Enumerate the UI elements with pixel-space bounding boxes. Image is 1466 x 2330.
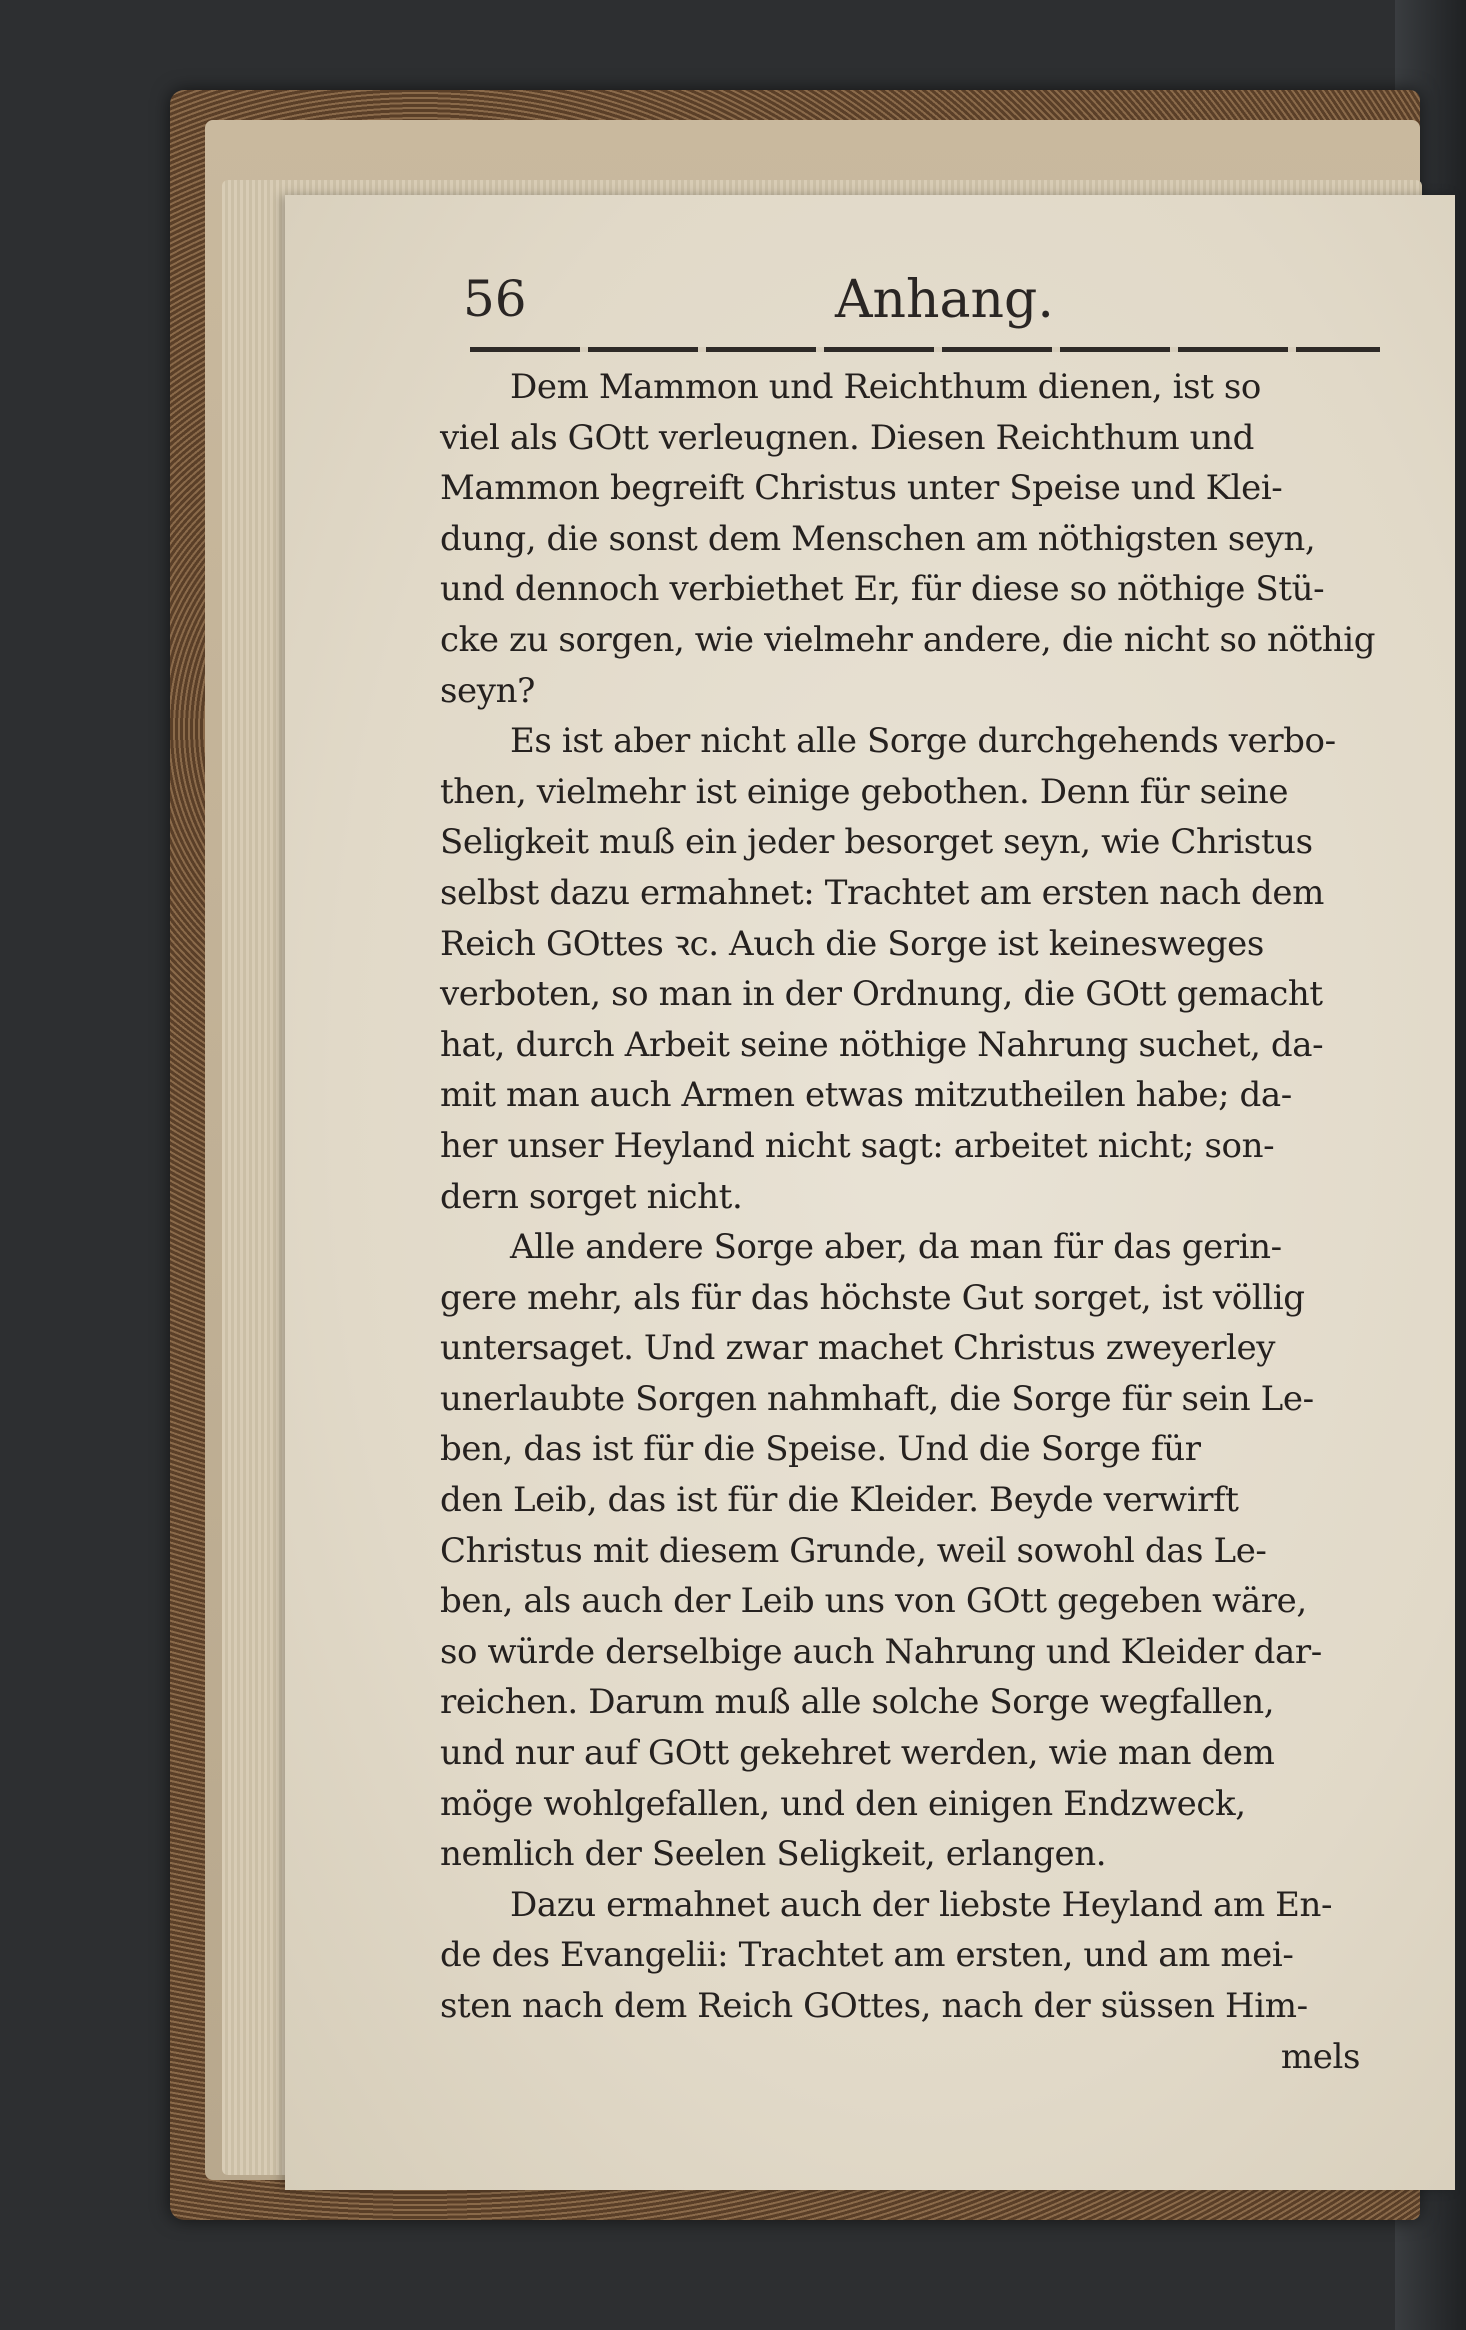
text-line: sten nach dem Reich GOttes, nach der süssen Him- [440,1986,1308,2026]
text-line: ben, das ist für die Speise. Und die Sorge für [440,1429,1201,1470]
text-line: dung, die sonst dem Menschen am nöthigsten seyn, [440,518,1316,559]
text-line: seyn? [440,670,535,711]
running-head: Anhang. [835,270,1054,330]
text-line: so würde derselbige auch Nahrung und Kleider dar- [440,1631,1322,1672]
text-line: Reich GOttes ꝛc. Auch die Sorge ist keinesweges [440,923,1264,964]
text-line: hat, durch Arbeit seine nöthige Nahrung suchet, da- [440,1024,1324,1065]
text-line: Alle andere Sorge aber, da man für das gerin- [510,1227,1282,1268]
text-line: den Leib, das ist für die Kleider. Beyde verwirft [440,1480,1239,1521]
text-line: möge wohlgefallen, und den einigen Endzweck, [440,1783,1246,1824]
text-line: und nur auf GOtt gekehret werden, wie man dem [440,1733,1275,1774]
text-line: ben, als auch der Leib uns von GOtt gegeben wäre, [440,1581,1307,1622]
text-line: unerlaubte Sorgen nahmhaft, die Sorge für sein Le- [440,1378,1314,1419]
text-line: nemlich der Seelen Seligkeit, erlangen. [440,1834,1107,1875]
text-line: Mammon begreift Christus unter Speise und Klei- [440,468,1283,509]
text-line: cke zu sorgen, wie vielmehr andere, die nicht so nöthig [440,619,1376,660]
text-line: untersaget. Und zwar machet Christus zweyerley [440,1328,1276,1369]
text-line: gere mehr, als für das höchste Gut sorget, ist völlig [440,1277,1305,1318]
text-line: then, vielmehr ist einige gebothen. Denn für seine [440,771,1289,812]
text-line: Dem Mammon und Reichthum dienen, ist so [510,367,1261,407]
text-line: reichen. Darum muß alle solche Sorge wegfallen, [440,1682,1275,1723]
text-line: mit man auch Armen etwas mitzutheilen habe; da- [440,1075,1292,1116]
text-line: Dazu ermahnet auch der liebste Heyland am En- [510,1884,1333,1925]
body-text [440,362,1400,2082]
text-line: selbst dazu ermahnet: Trachtet am ersten nach dem [440,872,1324,913]
header-rule [470,347,1380,352]
text-line: Christus mit diesem Grunde, weil sowohl das Le- [440,1530,1267,1571]
text-line: Es ist aber nicht alle Sorge durchgehends verbo- [510,721,1336,762]
text-line: de des Evangelii: Trachtet am ersten, und am mei- [440,1935,1294,1976]
text-line: viel als GOtt verleugnen. Diesen Reichthum und [440,417,1254,458]
page-number: 56 [463,270,527,328]
catchword: mels [1280,2036,1360,2077]
text-line: verboten, so man in der Ordnung, die GOtt gemacht [440,974,1323,1015]
text-line: und dennoch verbiethet Er, für diese so nöthige Stü- [440,569,1325,610]
page-header [0,270,1466,340]
text-line: Seligkeit muß ein jeder besorget seyn, wie Christus [440,822,1313,863]
text-line: dern sorget nicht. [440,1176,743,1217]
text-line: her unser Heyland nicht sagt: arbeitet nicht; son- [440,1125,1275,1166]
